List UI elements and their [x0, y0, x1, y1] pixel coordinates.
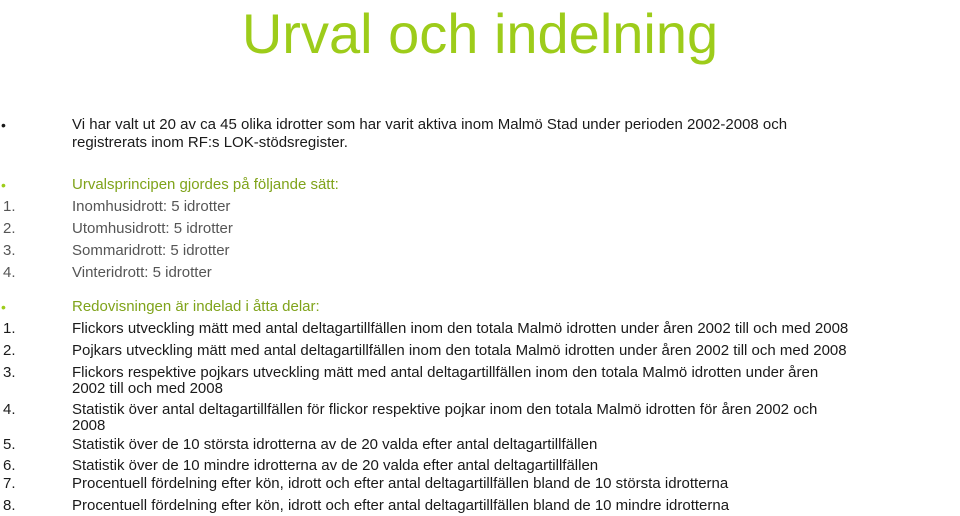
bullet-icon: • [1, 177, 6, 193]
reporting-heading-line [0, 297, 960, 317]
item-number: 4. [3, 264, 16, 281]
item-number: 2. [3, 220, 16, 237]
item-text: 2002 till och med 2008 [72, 380, 223, 397]
item-number: 4. [3, 401, 16, 418]
reporting-item [0, 435, 960, 455]
bullet-icon: • [1, 117, 6, 133]
reporting-item [0, 456, 960, 476]
item-text: Pojkars utveckling mätt med antal deltagartillfällen inom den totala Malmö idrotten under åren 2002 till och med 2008 [72, 342, 847, 359]
item-number: 1. [3, 198, 16, 215]
reporting-item [0, 496, 960, 516]
item-text: Statistik över de 10 mindre idrotterna av de 20 valda efter antal deltagartillfällen [72, 457, 599, 474]
principles-heading: Urvalsprincipen gjordes på följande sätt: [72, 176, 339, 193]
item-text: Statistik över antal deltagartillfällen för flickor respektive pojkar inom den totala Malmö idrotten för åren 2002 och [72, 401, 818, 418]
reporting-heading: Redovisningen är indelad i åtta delar: [72, 298, 320, 315]
reporting-item [0, 341, 960, 361]
item-text: Flickors utveckling mätt med antal deltagartillfällen inom den totala Malmö idrotten under åren 2002 till och med 2008 [72, 320, 849, 337]
bullet-icon: • [1, 299, 6, 315]
principles-heading-line [0, 175, 960, 195]
item-text: Flickors respektive pojkars utveckling mätt med antal deltagartillfällen inom den totala Malmö idrotten under åren [72, 364, 819, 381]
intro-text-2: registrerats inom RF:s LOK-stödsregister. [72, 134, 348, 151]
item-number: 8. [3, 497, 16, 514]
item-text: Inomhusidrott: 5 idrotter [72, 198, 231, 215]
item-text: Utomhusidrott: 5 idrotter [72, 220, 233, 237]
principles-item [0, 241, 960, 261]
item-number: 1. [3, 320, 16, 337]
intro-line-2 [0, 133, 960, 153]
intro-text-1: Vi har valt ut 20 av ca 45 olika idrotter som har varit aktiva inom Malmö Stad under perioden 2002-2008 och [72, 116, 788, 133]
item-number: 2. [3, 342, 16, 359]
reporting-item [0, 319, 960, 339]
item-number: 7. [3, 475, 16, 492]
item-text: Vinteridrott: 5 idrotter [72, 264, 212, 281]
item-text: Procentuell fördelning efter kön, idrott och efter antal deltagartillfällen bland de 10 mindre idrotterna [72, 497, 730, 514]
item-number: 5. [3, 436, 16, 453]
item-number: 6. [3, 457, 16, 474]
item-text: Procentuell fördelning efter kön, idrott och efter antal deltagartillfällen bland de 10 största idrotterna [72, 475, 729, 492]
principles-item [0, 263, 960, 283]
item-text: Statistik över de 10 största idrotterna av de 20 valda efter antal deltagartillfällen [72, 436, 598, 453]
reporting-item-continuation [0, 379, 960, 399]
page-title: Urval och indelning [241, 2, 719, 65]
item-number: 3. [3, 364, 16, 381]
principles-item [0, 197, 960, 217]
item-text: Sommaridrott: 5 idrotter [72, 242, 230, 259]
intro-line-1 [0, 115, 960, 135]
item-text: 2008 [72, 417, 106, 434]
principles-item [0, 219, 960, 239]
reporting-item [0, 474, 960, 494]
item-number: 3. [3, 242, 16, 259]
reporting-item-continuation [0, 416, 960, 436]
